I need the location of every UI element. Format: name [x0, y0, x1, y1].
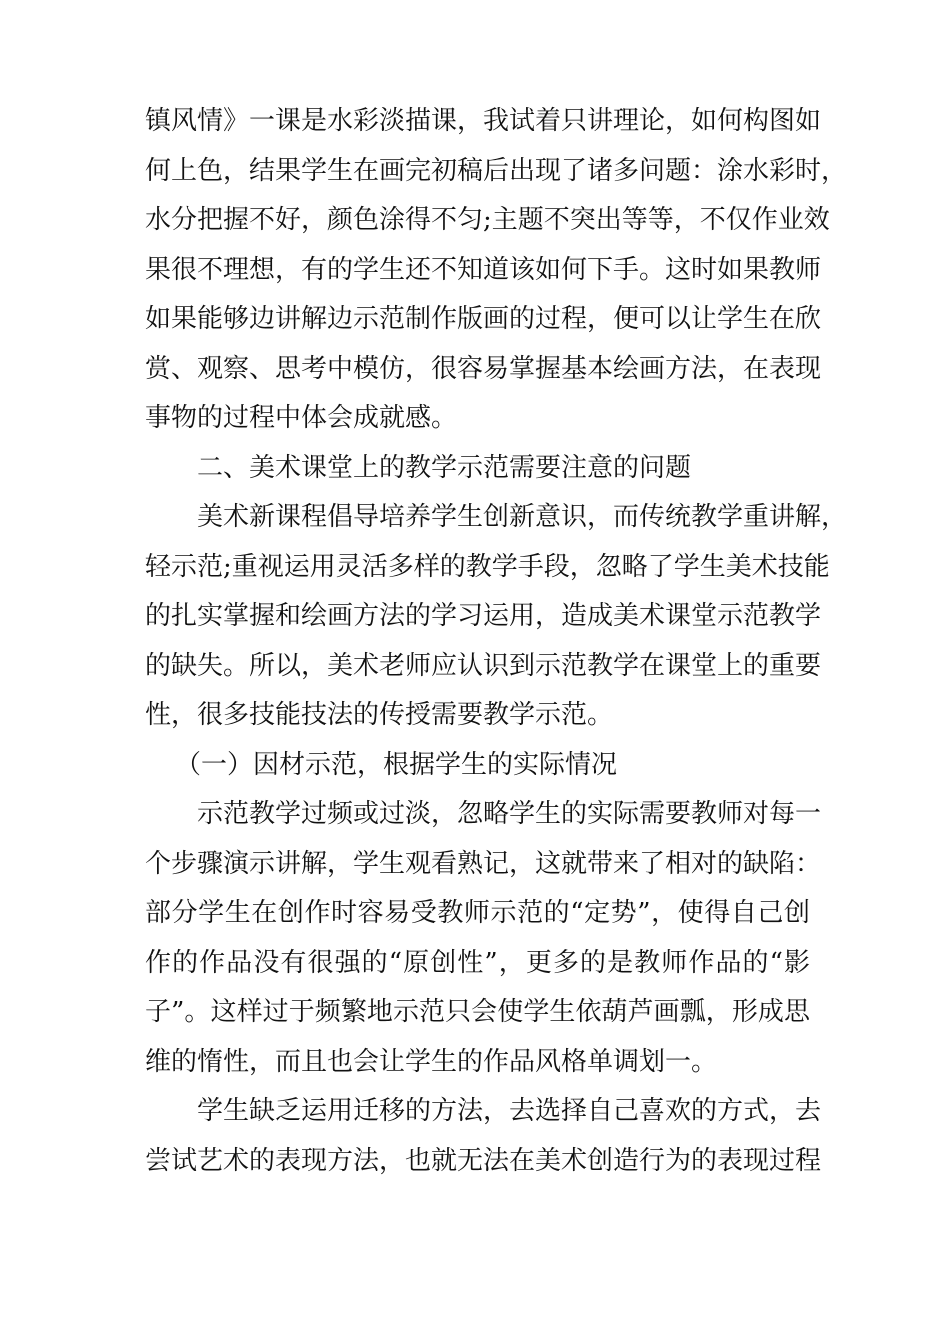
text-line: 的缺失。所以，美术老师应认识到示范教学在课堂上的重要 [145, 650, 822, 681]
text-line: 果很不理想，有的学生还不知道该如何下手。这时如果教师 [145, 254, 822, 285]
text-line: 镇风情》一课是水彩淡描课，我试着只讲理论，如何构图如 [145, 106, 822, 136]
text-line: 轻示范;重视运用灵活多样的教学手段，忽略了学生美术技能 [145, 551, 830, 582]
text-line: 个步骤演示讲解，学生观看熟记，这就带来了相对的缺陷： [145, 848, 822, 879]
text-line: 子”。这样过于频繁地示范只会使学生依葫芦画瓢，形成思 [145, 997, 810, 1027]
text-line: 性，很多技能技法的传授需要教学示范。 [145, 700, 614, 730]
text-line: 作的作品没有很强的“原创性”，更多的是教师作品的“影 [145, 947, 810, 978]
text-line: 学生缺乏运用迁移的方法，去选择自己喜欢的方式，去 [197, 1096, 822, 1126]
text-line: 示范教学过频或过淡，忽略学生的实际需要教师对每一 [197, 799, 822, 829]
section-heading: 二、美术课堂上的教学示范需要注意的问题 [197, 452, 692, 483]
subsection-heading: （一）因材示范，根据学生的实际情况 [175, 749, 618, 780]
text-line: 尝试艺术的表现方法，也就无法在美术创造行为的表现过程 [145, 1145, 822, 1176]
text-line: 事物的过程中体会成就感。 [145, 403, 458, 433]
text-line: 赏、观察、思考中模仿，很容易掌握基本绘画方法，在表现 [145, 353, 822, 384]
text-line: 部分学生在创作时容易受教师示范的“定势”，使得自己创 [145, 898, 810, 928]
text-line: 美术新课程倡导培养学生创新意识，而传统教学重讲解， [197, 502, 848, 532]
text-line: 的扎实掌握和绘画方法的学习运用，造成美术课堂示范教学 [145, 601, 822, 631]
document-body [145, 97, 848, 1186]
text-line: 何上色，结果学生在画完初稿后出现了诸多问题：涂水彩时， [145, 155, 848, 186]
text-line: 维的惰性，而且也会让学生的作品风格单调划一。 [145, 1046, 718, 1077]
text-line: 如果能够边讲解边示范制作版画的过程，便可以让学生在欣 [145, 304, 822, 334]
text-line: 水分把握不好，颜色涂得不匀;主题不突出等等，不仅作业效 [145, 205, 830, 235]
